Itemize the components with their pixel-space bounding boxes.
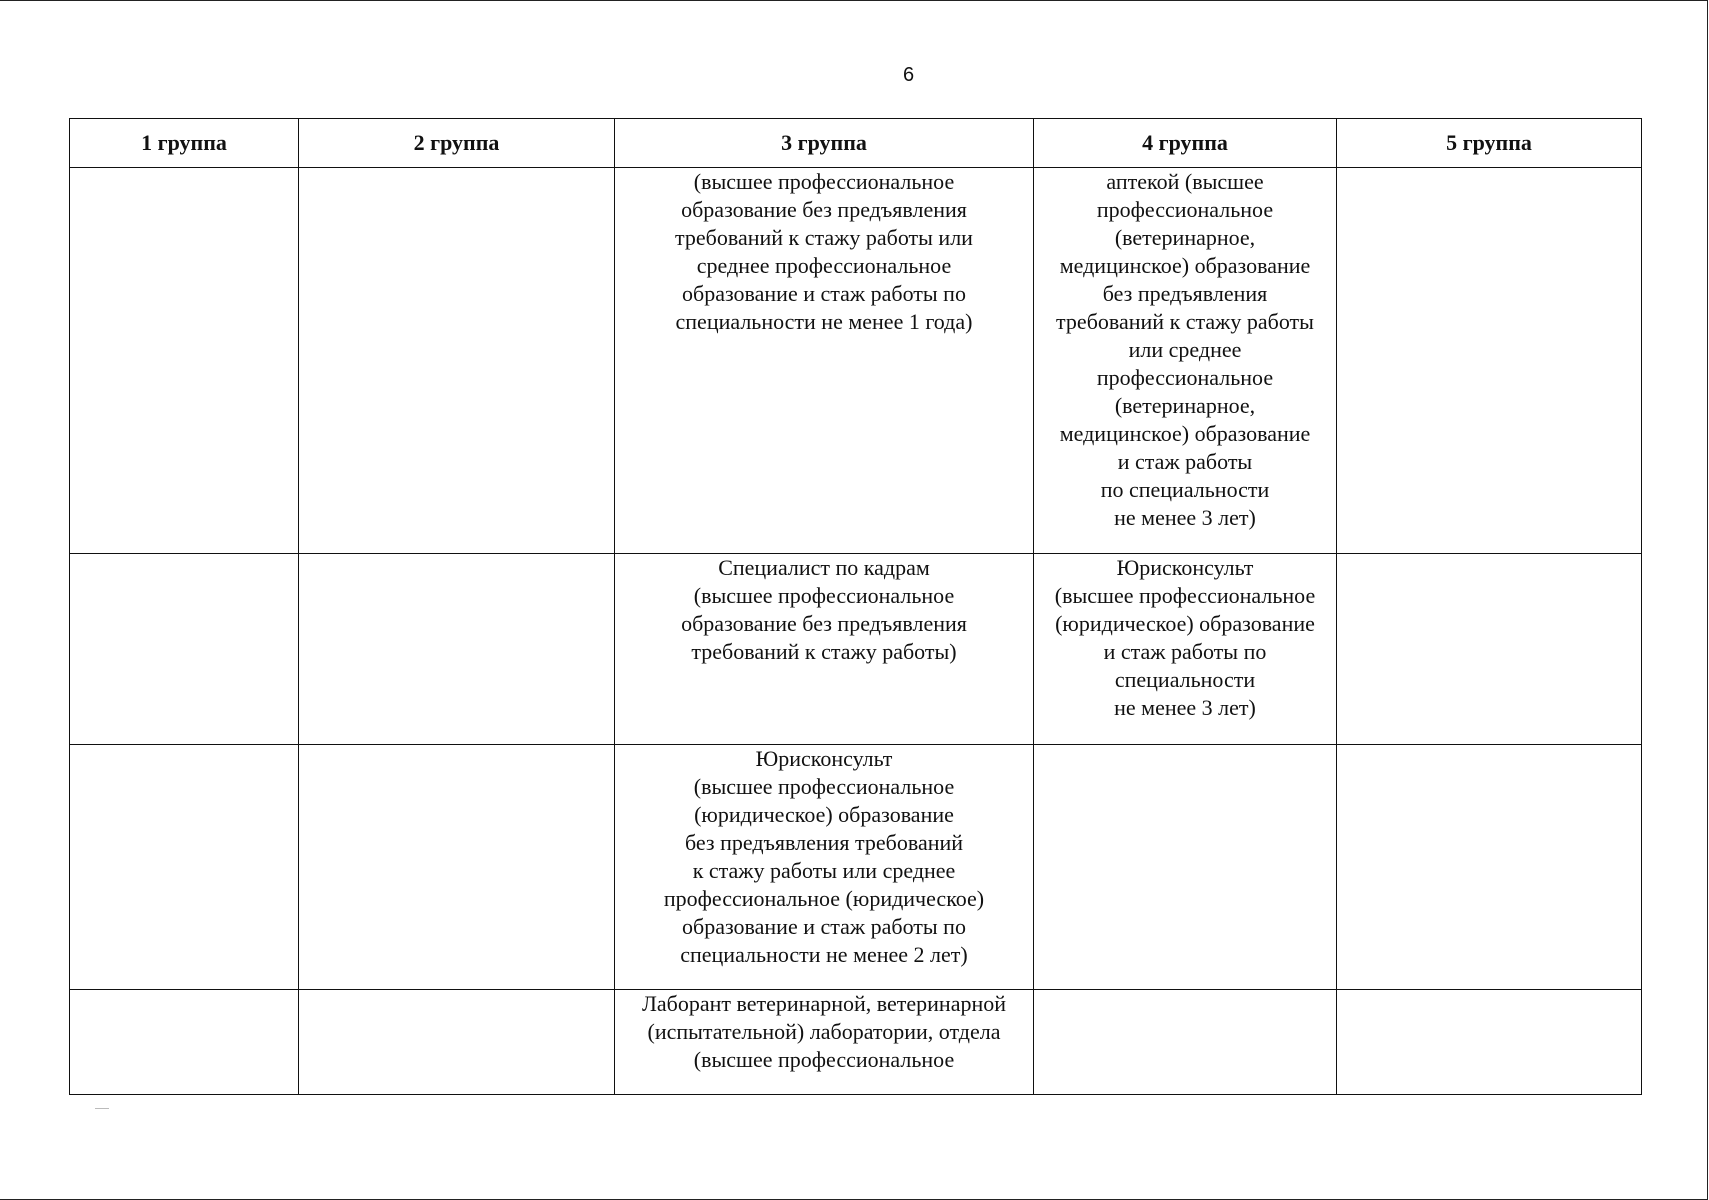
table-cell bbox=[70, 745, 299, 990]
table-row bbox=[70, 168, 1642, 554]
header-group-2: 2 группа bbox=[299, 119, 615, 168]
table-row bbox=[70, 554, 1642, 745]
table-cell bbox=[615, 990, 1034, 1095]
table-cell bbox=[299, 990, 615, 1095]
table-cell bbox=[299, 554, 615, 745]
page-number: 6 bbox=[902, 64, 915, 86]
table-cell bbox=[1337, 745, 1642, 990]
table-cell bbox=[70, 554, 299, 745]
table-cell bbox=[70, 168, 299, 554]
table-cell bbox=[299, 168, 615, 554]
table-cell bbox=[70, 990, 299, 1095]
table-row bbox=[70, 745, 1642, 990]
table-row bbox=[70, 990, 1642, 1095]
cell-text: аптекой (высшее профессиональное (ветеринарное, медицинское) образование без предъявления требований к стажу работы или среднее профессиональное (ветеринарное, медицинское) образование и стаж работы по специальности не менее 3 лет) bbox=[1056, 169, 1314, 530]
table-cell bbox=[1337, 168, 1642, 554]
header-group-1: 1 группа bbox=[70, 119, 299, 168]
table-cell bbox=[615, 745, 1034, 990]
scan-mark bbox=[95, 1108, 109, 1109]
table-header-row bbox=[70, 119, 1642, 168]
cell-text: Лаборант ветеринарной, ветеринарной (испытательной) лаборатории, отдела (высшее профессиональное bbox=[641, 991, 1007, 1072]
header-group-4: 4 группа bbox=[1034, 119, 1337, 168]
cell-text: (высшее профессиональное образование без предъявления требований к стажу работы или среднее профессиональное образование и стаж работы по специальности не менее 1 года) bbox=[675, 169, 973, 334]
table-cell bbox=[1034, 745, 1337, 990]
table-cell bbox=[615, 168, 1034, 554]
cell-text: Специалист по кадрам (высшее профессиональное образование без предъявления требований к стажу работы) bbox=[681, 555, 967, 664]
cell-text: Юрисконсульт (высшее профессиональное (юридическое) образование и стаж работы по специальности не менее 3 лет) bbox=[1054, 555, 1316, 720]
groups-table bbox=[69, 118, 1642, 1095]
header-group-3: 3 группа bbox=[615, 119, 1034, 168]
table-cell bbox=[1337, 554, 1642, 745]
table-cell bbox=[615, 554, 1034, 745]
header-group-5: 5 группа bbox=[1337, 119, 1642, 168]
table-cell bbox=[1337, 990, 1642, 1095]
cell-text: Юрисконсульт (высшее профессиональное (юридическое) образование без предъявления требований к стажу работы или среднее профессиональное (юридическое) образование и стаж работы по специальности не менее 2 лет) bbox=[663, 746, 985, 967]
table-cell bbox=[299, 745, 615, 990]
table-cell bbox=[1034, 990, 1337, 1095]
table-cell bbox=[1034, 554, 1337, 745]
table-cell bbox=[1034, 168, 1337, 554]
